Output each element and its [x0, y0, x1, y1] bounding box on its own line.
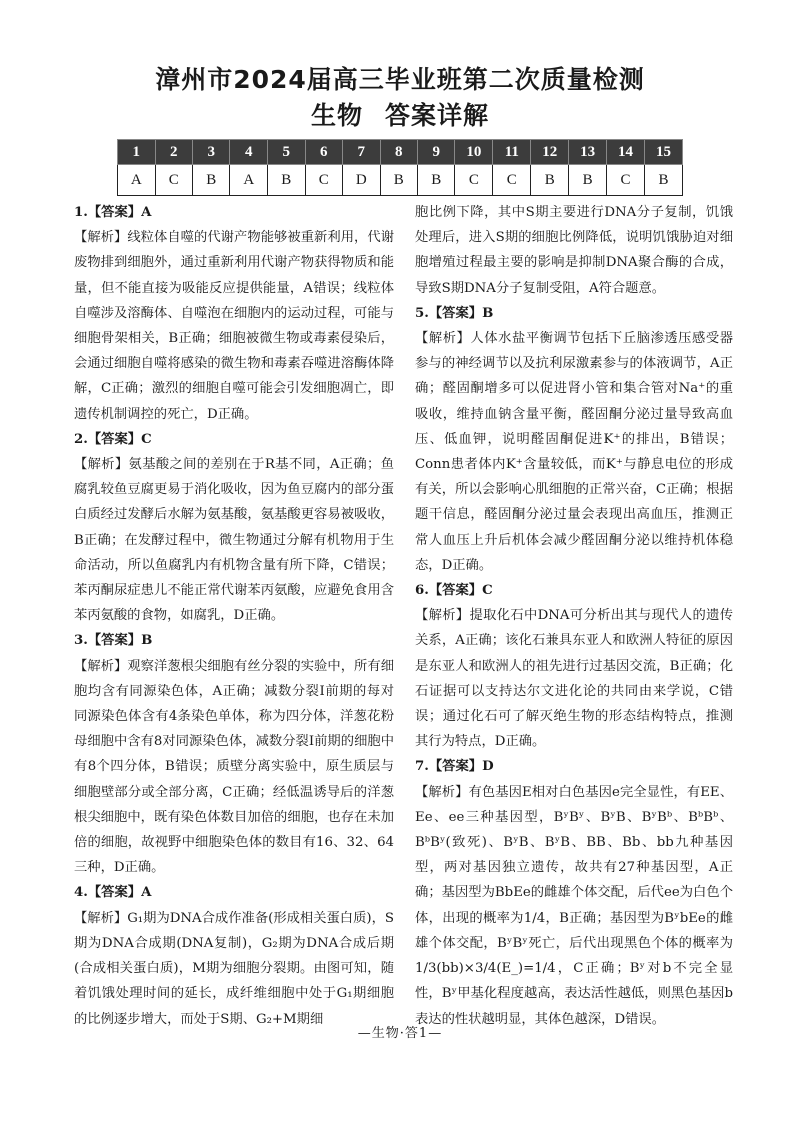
answer-letter-cell: C [455, 165, 493, 196]
question-number-cell: 2 [155, 140, 192, 165]
explanation-paragraph: 【解析】提取化石中DNA可分析出其与现代人的遗传关系，A正确；该化石兼具东亚人和欧洲人特征的原因是东亚人和欧洲人的祖先进行过基因交流，B正确；化石证据可以支持达尔文进化论的共同由来学说，C错误；通过化石可了解灭绝生物的形态结构特点，推测其行为特点，D正确。 [415, 608, 733, 750]
explanation-paragraph: 胞比例下降，其中S期主要进行DNA分子复制，饥饿处理后，进入S期的细胞比例降低，说明饥饿胁迫对细胞增殖过程最主要的影响是抑制DNA聚合酶的合成，导致S期DNA分子复制受阻，A符合题意。 [415, 205, 733, 296]
answer-letter-cell: A [230, 165, 268, 196]
question-number-cell: 14 [607, 140, 645, 165]
answer-letter-cell: C [493, 165, 531, 196]
answer-heading: 4.【答案】A [74, 885, 152, 901]
question-number-cell: 11 [493, 140, 531, 165]
page-footer: —生物·答1— [357, 1026, 443, 1041]
answer-letter-cell: B [645, 165, 683, 196]
question-number-cell: 1 [118, 140, 156, 165]
answer-letter-cell: C [607, 165, 645, 196]
question-number-cell: 12 [531, 140, 569, 165]
answer-letter-cell: C [305, 165, 342, 196]
right-column [415, 200, 733, 1032]
question-number-cell: 5 [268, 140, 305, 165]
question-number-row [118, 140, 683, 165]
page-title: 漳州市2024届高三毕业班第二次质量检测 [155, 65, 645, 94]
explanation-paragraph: 【解析】G₁期为DNA合成作准备(形成相关蛋白质)，S期为DNA合成期(DNA复制)，G₂期为DNA合成后期(合成相关蛋白质)，M期为细胞分裂期。由图可知，随着饥饿处理时间的延长，成纤维细胞中处于G₁期细胞的比例逐步增大，而处于S期、G₂+M期细 [74, 910, 394, 1027]
question-number-cell: 9 [417, 140, 454, 165]
answer-letter-cell: B [417, 165, 454, 196]
answer-letter-cell: B [569, 165, 607, 196]
answer-letter-cell: B [531, 165, 569, 196]
answer-letter-cell: D [342, 165, 380, 196]
left-column [74, 200, 394, 1032]
question-number-cell: 10 [455, 140, 493, 165]
page-subtitle [0, 96, 800, 132]
explanation-paragraph: 【解析】有色基因E相对白色基因e完全显性，有EE、Ee、ee三种基因型，BʸBʸ、BʸB、BʸBᵇ、BᵇBᵇ、BᵇBʸ(致死)、BʸB、BʸB、BB、Bb、bb九种基因型，两对基因独立遗传，故共有27种基因型，A正确；基因型为BbEe的雌雄个体交配，后代ee为白色个体，出现的概率为1/4，B正确；基因型为BʸbEe的雌雄个体交配，BʸBʸ死亡，后代出现黑色个体的概率为1/3(bb)×3/4(E_)=1/4，C正确；Bʸ对b不完全显性，Bʸ甲基化程度越高，表达活性越低，则黑色基因b表达的性状越明显，其体色越深，D错误。 [415, 784, 733, 1027]
answer-heading: 1.【答案】A [74, 205, 152, 220]
question-number-cell: 3 [193, 140, 230, 165]
explanation-paragraph: 【解析】观察洋葱根尖细胞有丝分裂的实验中，所有细胞均含有同源染色体，A正确；减数分裂Ⅰ前期的每对同源染色体含有4条染色单体，称为四分体，洋葱花粉母细胞中含有8对同源染色体，减数分裂Ⅰ前期的细胞中有8个四分体，B错误；质壁分离实验中，原生质层与细胞壁部分或全部分离，C正确；经低温诱导后的洋葱根尖细胞中，既有染色体数目加倍的细胞，也存在未加倍的细胞，故视野中细胞染色体的数目有16、32、64三种，D正确。 [74, 658, 394, 876]
explanation-paragraph: 【解析】氨基酸之间的差别在于R基不同，A正确；鱼腐乳较鱼豆腐更易于消化吸收，因为鱼豆腐内的部分蛋白质经过发酵后水解为氨基酸，氨基酸更容易被吸收，B正确；在发酵过程中，微生物通过分解有机物用于生命活动，所以鱼腐乳内有机物含量有所下降，C错误；苯丙酮尿症患儿不能正常代谢苯丙氨酸，应避免食用含苯丙氨酸的食物，如腐乳，D正确。 [74, 457, 394, 624]
answer-heading: 7.【答案】D [415, 759, 494, 775]
question-number-cell: 15 [645, 140, 683, 165]
answer-heading: 2.【答案】C [74, 431, 152, 447]
answer-key-label: 答案详解 [385, 101, 490, 130]
answer-letter-cell: B [268, 165, 305, 196]
question-number-cell: 7 [342, 140, 380, 165]
question-number-cell: 13 [569, 140, 607, 165]
question-number-cell: 8 [380, 140, 417, 165]
answer-letter-cell: A [118, 165, 156, 196]
answer-letter-cell: C [155, 165, 192, 196]
subject-label: 生物 [310, 101, 363, 130]
answer-heading: 6.【答案】C [415, 583, 493, 599]
answer-heading: 3.【答案】B [74, 633, 153, 649]
explanation-paragraph: 【解析】线粒体自噬的代谢产物能够被重新利用，代谢废物排到细胞外，通过重新利用代谢产物获得物质和能量，但不能直接为吸能反应提供能量，A错误；线粒体自噬涉及溶酶体、自噬泡在细胞内的运动过程，可能与细胞骨架相关，B正确；细胞被微生物或毒素侵染后，会通过细胞自噬将感染的微生物和毒素吞噬进溶酶体降解，C正确；激烈的细胞自噬可能会引发细胞凋亡，即遗传机制调控的死亡，D正确。 [74, 230, 394, 422]
answer-heading: 5.【答案】B [415, 305, 494, 321]
answer-letter-cell: B [380, 165, 417, 196]
answer-letter-cell: B [193, 165, 230, 196]
question-number-cell: 4 [230, 140, 268, 165]
explanation-paragraph: 【解析】人体水盐平衡调节包括下丘脑渗透压感受器参与的神经调节以及抗利尿激素参与的体液调节，A正确；醛固酮增多可以促进肾小管和集合管对Na⁺的重吸收，维持血钠含量平衡，醛固酮分泌过量导致高血压、低血钾，说明醛固酮促进K⁺的排出，B错误；Conn患者体内K⁺含量较低，而K⁺与静息电位的形成有关，所以会影响心肌细胞的正常兴奋，C正确；根据题干信息，醛固酮分泌过量会表现出高血压，推测正常人血压上升后机体会减少醛固酮分泌以维持机体稳态，D正确。 [415, 331, 733, 573]
question-number-cell: 6 [305, 140, 342, 165]
answer-letter-row [118, 165, 683, 196]
answer-table [117, 139, 683, 196]
